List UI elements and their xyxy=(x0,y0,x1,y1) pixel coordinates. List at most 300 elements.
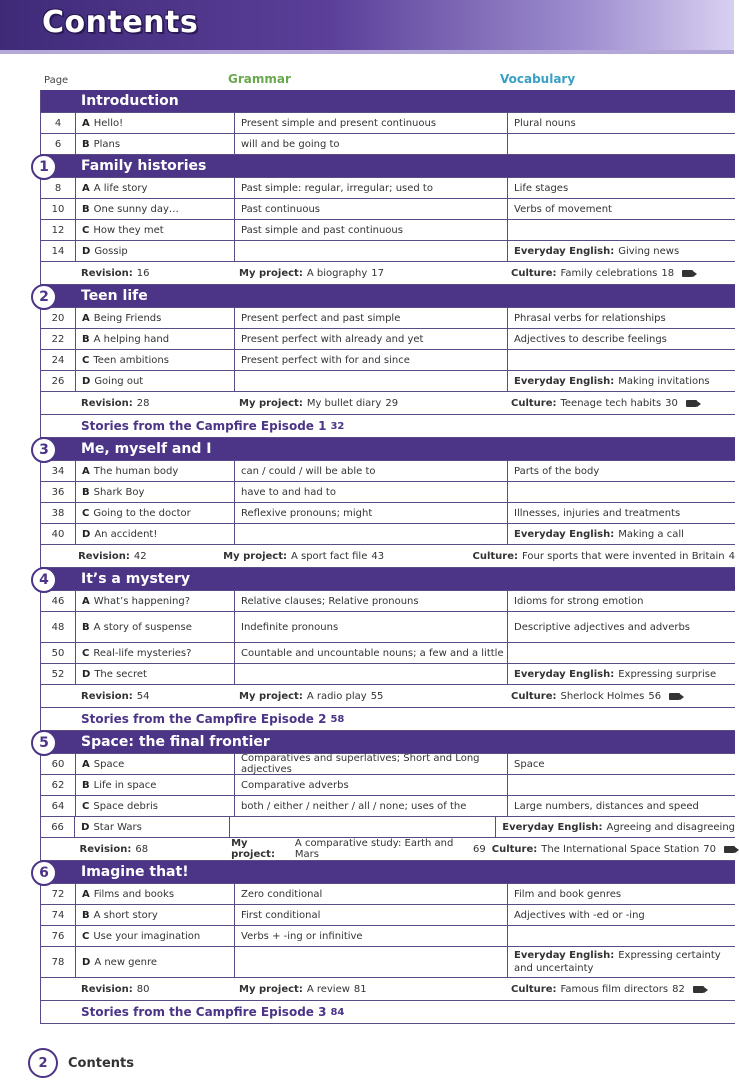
page-number-cell: 66 xyxy=(41,817,75,837)
revision-page: 16 xyxy=(136,267,150,279)
unit-number-badge: 4 xyxy=(31,567,57,593)
table-row xyxy=(41,241,735,262)
lesson-letter: A xyxy=(82,465,90,477)
project-title: A radio play xyxy=(306,690,367,702)
stories-title: Stories from the Campfire Episode 1 xyxy=(81,419,327,433)
video-camera-icon xyxy=(693,986,704,993)
grammar-cell xyxy=(235,524,508,544)
page-number-cell: 50 xyxy=(41,643,76,663)
culture-label: Culture: xyxy=(511,397,557,409)
unit-header xyxy=(41,861,735,884)
lesson-title: Teen ambitions xyxy=(93,354,169,366)
vocabulary-cell xyxy=(508,134,735,154)
table-row xyxy=(41,591,735,612)
project-page: 55 xyxy=(370,690,384,702)
table-row xyxy=(41,664,735,685)
vocabulary-cell xyxy=(496,817,735,837)
lesson-cell xyxy=(76,308,235,328)
project-label: My project: xyxy=(239,690,303,702)
video-camera-icon xyxy=(686,400,697,407)
lesson-letter: B xyxy=(82,333,90,345)
culture-cell xyxy=(505,978,735,1000)
vocabulary-cell xyxy=(508,884,735,904)
culture-title: Family celebrations xyxy=(560,267,658,279)
lesson-cell xyxy=(76,178,235,198)
culture-label: Culture: xyxy=(472,550,518,562)
grammar-cell: Verbs + -ing or infinitive xyxy=(235,926,508,946)
page-title: Contents xyxy=(42,5,199,40)
lesson-letter: C xyxy=(82,647,90,659)
lesson-cell xyxy=(76,905,235,925)
vocabulary-text: Large numbers, distances and speed xyxy=(514,800,699,812)
grammar-cell: Present simple and present continuous xyxy=(235,113,508,133)
everyday-english-label: Everyday English: xyxy=(502,821,603,833)
lesson-title: Films and books xyxy=(93,888,175,900)
vocabulary-text: Making a call xyxy=(618,528,684,540)
title-banner xyxy=(0,0,734,50)
lesson-letter: A xyxy=(82,312,90,324)
page-number-cell: 10 xyxy=(41,199,76,219)
lesson-cell xyxy=(76,199,235,219)
unit-title: It’s a mystery xyxy=(81,571,191,587)
lesson-title: A helping hand xyxy=(93,333,170,345)
culture-title: Sherlock Holmes xyxy=(560,690,645,702)
vocabulary-cell xyxy=(508,754,735,774)
unit-number-badge: 5 xyxy=(31,730,57,756)
vocabulary-cell xyxy=(508,775,735,795)
page-number-cell: 76 xyxy=(41,926,76,946)
vocabulary-cell xyxy=(508,482,735,502)
table-row xyxy=(41,612,735,643)
revision-label: Revision: xyxy=(79,843,132,855)
project-cell xyxy=(233,262,505,284)
grammar-cell: Countable and uncountable nouns; a few and a little xyxy=(235,643,508,663)
unit-title: Space: the final frontier xyxy=(81,734,270,750)
vocabulary-text: Agreeing and disagreeing xyxy=(606,821,736,833)
lesson-letter: D xyxy=(82,375,91,387)
vocabulary-text: Life stages xyxy=(514,182,569,194)
page-number: 2 xyxy=(28,1048,58,1078)
lesson-letter: A xyxy=(82,758,90,770)
unit-header xyxy=(41,568,735,591)
spacer xyxy=(41,685,75,707)
lesson-title: Plans xyxy=(93,138,121,150)
vocabulary-cell xyxy=(508,905,735,925)
lesson-letter: A xyxy=(82,182,90,194)
lesson-cell xyxy=(76,796,235,816)
culture-title: Four sports that were invented in Britain xyxy=(522,550,725,562)
vocabulary-text: Making invitations xyxy=(618,375,710,387)
grammar-cell: Zero conditional xyxy=(235,884,508,904)
vocabulary-text: Phrasal verbs for relationships xyxy=(514,312,666,324)
page-number-cell: 22 xyxy=(41,329,76,349)
culture-page: 56 xyxy=(648,690,662,702)
page-number-cell: 26 xyxy=(41,371,76,391)
culture-cell xyxy=(486,838,735,860)
vocabulary-cell xyxy=(508,461,735,481)
lesson-cell xyxy=(76,220,235,240)
grammar-cell xyxy=(235,371,508,391)
vocabulary-cell xyxy=(508,524,735,544)
vocabulary-cell xyxy=(508,612,735,642)
revision-row xyxy=(41,978,735,1001)
lesson-letter: C xyxy=(82,224,90,236)
vocabulary-cell xyxy=(508,241,735,261)
unit-title: Me, myself and I xyxy=(81,441,212,457)
lesson-title: A life story xyxy=(93,182,148,194)
vocabulary-cell xyxy=(508,220,735,240)
project-page: 69 xyxy=(473,843,486,855)
stories-page: 32 xyxy=(330,420,345,432)
lesson-cell xyxy=(76,113,235,133)
revision-row xyxy=(41,838,735,861)
lesson-letter: A xyxy=(82,888,90,900)
table-row xyxy=(41,482,735,503)
culture-title: Teenage tech habits xyxy=(560,397,662,409)
page-number-cell: 38 xyxy=(41,503,76,523)
revision-page: 54 xyxy=(136,690,150,702)
vocabulary-cell xyxy=(508,178,735,198)
grammar-cell: both / either / neither / all / none; uses of the xyxy=(235,796,508,816)
table-row xyxy=(41,308,735,329)
vocabulary-text: Expressing certainty and uncertainty xyxy=(514,950,721,974)
spacer xyxy=(41,545,72,567)
lesson-cell xyxy=(76,643,235,663)
page-number-cell: 48 xyxy=(41,612,76,642)
vocabulary-cell xyxy=(508,926,735,946)
grammar-cell: Past simple: regular, irregular; used to xyxy=(235,178,508,198)
table-row xyxy=(41,178,735,199)
unit-number-badge: 6 xyxy=(31,860,57,886)
table-row xyxy=(41,199,735,220)
stories-row xyxy=(41,415,735,438)
project-page: 17 xyxy=(371,267,385,279)
table-row xyxy=(41,754,735,775)
revision-page: 42 xyxy=(133,550,147,562)
grammar-cell: Relative clauses; Relative pronouns xyxy=(235,591,508,611)
everyday-english-label: Everyday English: xyxy=(514,245,615,257)
lesson-cell xyxy=(76,775,235,795)
vocabulary-cell xyxy=(508,591,735,611)
lesson-letter: D xyxy=(82,528,91,540)
everyday-english-label: Everyday English: xyxy=(514,668,615,680)
lesson-title: What’s happening? xyxy=(93,595,191,607)
grammar-cell: can / could / will be able to xyxy=(235,461,508,481)
vocabulary-cell xyxy=(508,664,735,684)
project-title: A biography xyxy=(306,267,368,279)
revision-row xyxy=(41,262,735,285)
lesson-letter: C xyxy=(82,930,90,942)
lesson-letter: B xyxy=(82,909,90,921)
grammar-cell: Past simple and past continuous xyxy=(235,220,508,240)
table-row xyxy=(41,329,735,350)
lesson-cell xyxy=(76,884,235,904)
spacer xyxy=(41,838,74,860)
lesson-letter: C xyxy=(82,354,90,366)
lesson-cell xyxy=(76,241,235,261)
unit-title: Family histories xyxy=(81,158,207,174)
unit-title: Imagine that! xyxy=(81,864,189,880)
table-row xyxy=(41,134,735,155)
culture-label: Culture: xyxy=(491,843,538,855)
lesson-title: Gossip xyxy=(94,245,128,257)
lesson-title: The human body xyxy=(93,465,179,477)
vocabulary-cell xyxy=(508,947,735,977)
revision-cell xyxy=(74,838,226,860)
vocabulary-cell xyxy=(508,308,735,328)
revision-label: Revision: xyxy=(81,690,133,702)
page-number-cell: 62 xyxy=(41,775,76,795)
lesson-cell xyxy=(76,329,235,349)
vocabulary-text: Adjectives to describe feelings xyxy=(514,333,667,345)
page-number-cell: 36 xyxy=(41,482,76,502)
project-title: A sport fact file xyxy=(290,550,368,562)
revision-cell xyxy=(72,545,217,567)
lesson-title: Life in space xyxy=(93,779,157,791)
page-number-cell: 8 xyxy=(41,178,76,198)
grammar-column-header: Grammar xyxy=(228,72,291,86)
lesson-cell xyxy=(76,612,235,642)
revision-label: Revision: xyxy=(81,983,133,995)
vocabulary-cell xyxy=(508,199,735,219)
page-number-cell: 40 xyxy=(41,524,76,544)
lesson-title: Use your imagination xyxy=(93,930,201,942)
lesson-letter: D xyxy=(82,956,91,968)
culture-page: 70 xyxy=(703,843,716,855)
footer-label: Contents xyxy=(68,1055,134,1071)
grammar-cell: have to and had to xyxy=(235,482,508,502)
revision-page: 80 xyxy=(136,983,150,995)
lesson-cell xyxy=(76,664,235,684)
lesson-title: A short story xyxy=(93,909,158,921)
revision-label: Revision: xyxy=(78,550,130,562)
project-cell xyxy=(233,978,505,1000)
unit-header xyxy=(41,90,735,113)
vocabulary-cell xyxy=(508,643,735,663)
culture-page: 18 xyxy=(661,267,675,279)
table-row xyxy=(41,884,735,905)
lesson-cell xyxy=(76,503,235,523)
table-row xyxy=(41,350,735,371)
grammar-cell xyxy=(235,241,508,261)
page-number-cell: 60 xyxy=(41,754,76,774)
lesson-letter: B xyxy=(82,621,90,633)
grammar-cell: Present perfect with for and since xyxy=(235,350,508,370)
page-footer xyxy=(28,1048,134,1078)
project-page: 81 xyxy=(353,983,367,995)
lesson-letter: D xyxy=(82,245,91,257)
vocabulary-text: Film and book genres xyxy=(514,888,622,900)
vocabulary-cell xyxy=(508,371,735,391)
project-cell xyxy=(233,392,505,414)
grammar-cell xyxy=(235,947,508,977)
culture-page: 82 xyxy=(672,983,685,995)
lesson-title: Star Wars xyxy=(93,821,142,833)
culture-label: Culture: xyxy=(511,690,557,702)
grammar-cell: Past continuous xyxy=(235,199,508,219)
contents-table xyxy=(40,90,735,1024)
vocabulary-text: Illnesses, injuries and treatments xyxy=(514,507,681,519)
lesson-cell xyxy=(76,591,235,611)
lesson-cell xyxy=(76,524,235,544)
table-row xyxy=(41,524,735,545)
revision-cell xyxy=(75,262,233,284)
video-camera-icon xyxy=(724,846,735,853)
vocabulary-cell xyxy=(508,113,735,133)
lesson-letter: B xyxy=(82,138,90,150)
spacer xyxy=(41,392,75,414)
table-row xyxy=(41,905,735,926)
lesson-letter: D xyxy=(81,821,90,833)
page-column-header: Page xyxy=(44,75,69,86)
project-cell xyxy=(233,685,505,707)
page-number-cell: 64 xyxy=(41,796,76,816)
page-number-cell: 52 xyxy=(41,664,76,684)
page-number-cell: 78 xyxy=(41,947,76,977)
lesson-title: An accident! xyxy=(94,528,158,540)
page-number-cell: 6 xyxy=(41,134,76,154)
spacer xyxy=(41,262,75,284)
table-row xyxy=(41,796,735,817)
page-number-cell: 74 xyxy=(41,905,76,925)
vocabulary-text: Parts of the body xyxy=(514,465,600,477)
table-row xyxy=(41,220,735,241)
culture-cell xyxy=(505,262,735,284)
revision-cell xyxy=(75,392,233,414)
lesson-title: Space xyxy=(93,758,125,770)
unit-number-badge: 3 xyxy=(31,437,57,463)
lesson-title: How they met xyxy=(93,224,164,236)
vocabulary-text: Descriptive adjectives and adverbs xyxy=(514,621,691,633)
table-row xyxy=(41,113,735,134)
table-row xyxy=(41,926,735,947)
project-title: My bullet diary xyxy=(306,397,382,409)
vocabulary-text: Giving news xyxy=(618,245,680,257)
page-number-cell: 34 xyxy=(41,461,76,481)
lesson-letter: C xyxy=(82,507,90,519)
culture-cell xyxy=(467,545,736,567)
lesson-title: One sunny day… xyxy=(93,203,179,215)
grammar-cell: Indefinite pronouns xyxy=(235,612,508,642)
unit-title: Introduction xyxy=(81,93,179,109)
page-number-cell: 14 xyxy=(41,241,76,261)
revision-cell xyxy=(75,685,233,707)
grammar-cell: First conditional xyxy=(235,905,508,925)
lesson-title: Hello! xyxy=(93,117,124,129)
lesson-title: The secret xyxy=(94,668,147,680)
vocabulary-text: Expressing surprise xyxy=(618,668,717,680)
table-row xyxy=(41,371,735,392)
vocabulary-text: Idioms for strong emotion xyxy=(514,595,644,607)
unit-header xyxy=(41,285,735,308)
revision-row xyxy=(41,392,735,415)
vocabulary-cell xyxy=(508,329,735,349)
lesson-cell xyxy=(76,947,235,977)
revision-page: 28 xyxy=(136,397,150,409)
lesson-cell xyxy=(76,134,235,154)
lesson-letter: B xyxy=(82,779,90,791)
culture-title: The International Space Station xyxy=(541,843,700,855)
lesson-cell xyxy=(75,817,230,837)
project-label: My project: xyxy=(239,267,303,279)
revision-row xyxy=(41,685,735,708)
lesson-cell xyxy=(76,350,235,370)
lesson-letter: B xyxy=(82,486,90,498)
lesson-title: A story of suspense xyxy=(93,621,192,633)
page-number-cell: 12 xyxy=(41,220,76,240)
video-camera-icon xyxy=(669,693,680,700)
lesson-title: Going out xyxy=(94,375,144,387)
revision-cell xyxy=(75,978,233,1000)
page-number-cell: 46 xyxy=(41,591,76,611)
stories-title: Stories from the Campfire Episode 2 xyxy=(81,712,327,726)
banner-divider xyxy=(0,50,734,54)
page-number-cell: 20 xyxy=(41,308,76,328)
everyday-english-label: Everyday English: xyxy=(514,375,615,387)
unit-header xyxy=(41,155,735,178)
project-label: My project: xyxy=(239,983,303,995)
unit-title: Teen life xyxy=(81,288,148,304)
vocabulary-text: Plural nouns xyxy=(514,117,576,129)
culture-cell xyxy=(505,685,735,707)
revision-label: Revision: xyxy=(81,267,133,279)
vocabulary-text: Adjectives with -ed or -ing xyxy=(514,909,645,921)
grammar-cell xyxy=(235,664,508,684)
lesson-letter: A xyxy=(82,117,90,129)
table-row xyxy=(41,503,735,524)
vocabulary-column-header: Vocabulary xyxy=(500,72,576,86)
table-row xyxy=(41,817,735,838)
vocabulary-text: Space xyxy=(514,758,545,770)
vocabulary-cell xyxy=(508,503,735,523)
grammar-cell xyxy=(230,817,496,837)
lesson-title: Space debris xyxy=(93,800,158,812)
unit-number-badge: 2 xyxy=(31,284,57,310)
project-cell xyxy=(225,838,486,860)
culture-cell xyxy=(505,392,735,414)
unit-header xyxy=(41,438,735,461)
grammar-cell: Comparative adverbs xyxy=(235,775,508,795)
revision-page: 68 xyxy=(135,843,149,855)
table-row xyxy=(41,775,735,796)
project-title: A review xyxy=(306,983,350,995)
table-row xyxy=(41,643,735,664)
project-label: My project: xyxy=(239,397,303,409)
page-number-cell: 4 xyxy=(41,113,76,133)
stories-row xyxy=(41,708,735,731)
vocabulary-text: Verbs of movement xyxy=(514,203,612,215)
stories-row xyxy=(41,1001,735,1024)
vocabulary-cell xyxy=(508,350,735,370)
lesson-letter: C xyxy=(82,800,90,812)
unit-header xyxy=(41,731,735,754)
project-page: 29 xyxy=(385,397,399,409)
lesson-cell xyxy=(76,482,235,502)
lesson-cell xyxy=(76,754,235,774)
stories-page: 84 xyxy=(330,1006,345,1018)
page-number-cell: 24 xyxy=(41,350,76,370)
grammar-cell: Present perfect with already and yet xyxy=(235,329,508,349)
revision-row xyxy=(41,545,735,568)
lesson-title: Being Friends xyxy=(93,312,162,324)
project-label: My project: xyxy=(231,838,275,860)
lesson-title: Shark Boy xyxy=(93,486,145,498)
lesson-cell xyxy=(76,371,235,391)
lesson-letter: B xyxy=(82,203,90,215)
project-page: 43 xyxy=(371,550,385,562)
lesson-cell xyxy=(76,461,235,481)
culture-page: 30 xyxy=(665,397,678,409)
